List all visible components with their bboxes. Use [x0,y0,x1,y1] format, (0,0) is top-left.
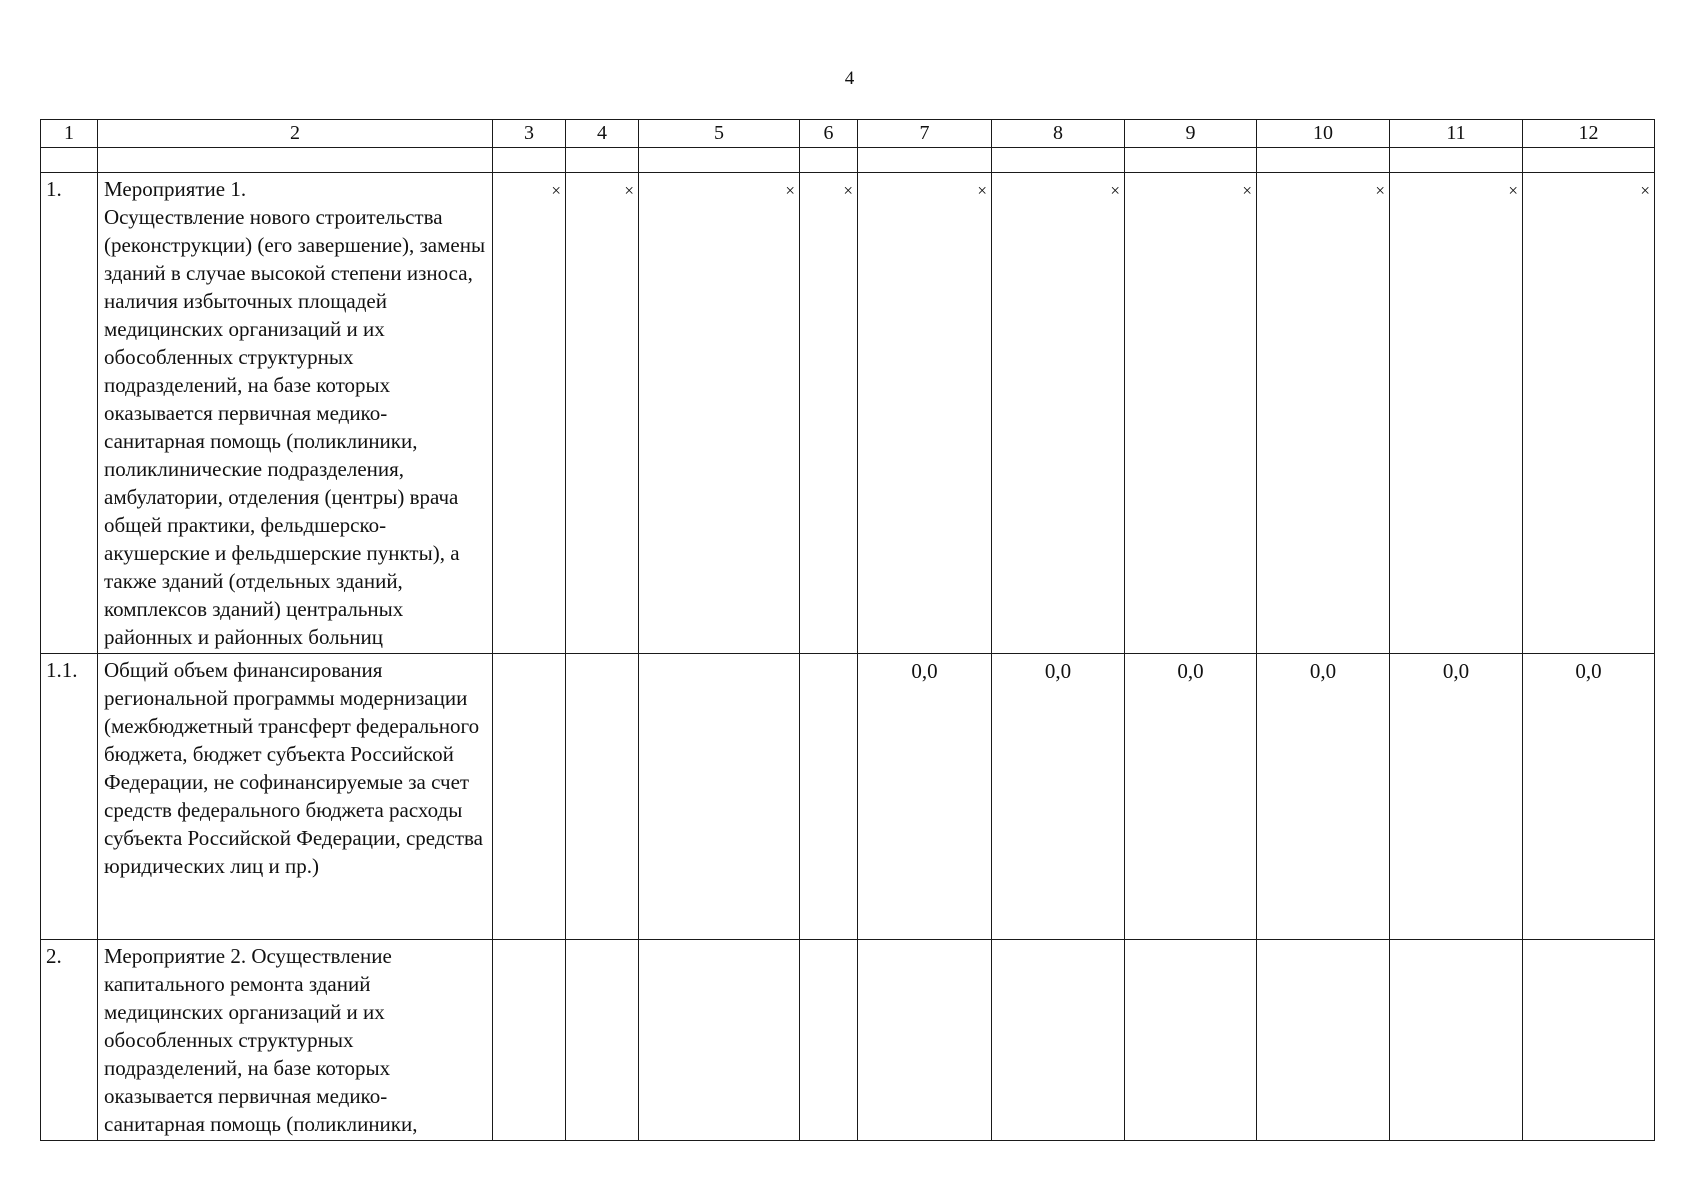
row-number: 1. [41,173,98,654]
row-number: 1.1. [41,654,98,940]
value-cell: 0,0 [1125,654,1257,940]
column-header: 8 [992,120,1125,148]
value-cell [1125,940,1257,1141]
cross-mark: × [800,173,858,654]
empty-cell [1390,148,1523,173]
value-cell: 0,0 [992,654,1125,940]
value-cell [566,654,639,940]
cross-mark: × [1523,173,1655,654]
cross-mark: × [639,173,800,654]
column-header: 4 [566,120,639,148]
column-header: 2 [98,120,493,148]
empty-cell [1125,148,1257,173]
empty-cell [1257,148,1390,173]
value-cell [493,654,566,940]
column-header: 6 [800,120,858,148]
value-cell: 0,0 [1257,654,1390,940]
value-cell [858,940,992,1141]
empty-cell [800,148,858,173]
column-header: 9 [1125,120,1257,148]
empty-spacer-row [41,148,1655,173]
cross-mark: × [566,173,639,654]
empty-cell [98,148,493,173]
value-cell [800,654,858,940]
row-description [98,173,493,654]
program-table [40,119,1655,1141]
value-cell [493,940,566,1141]
cross-mark: × [493,173,566,654]
value-cell: 0,0 [1390,654,1523,940]
table-row [41,173,1655,654]
table-row [41,654,1655,940]
empty-cell [639,148,800,173]
table-row [41,940,1655,1141]
cross-mark: × [1390,173,1523,654]
value-cell [639,940,800,1141]
value-cell: 0,0 [858,654,992,940]
column-header: 3 [493,120,566,148]
row-description-title: Мероприятие 1. [104,177,247,201]
row-number: 2. [41,940,98,1141]
empty-cell [493,148,566,173]
column-number-row [41,120,1655,148]
value-cell [566,940,639,1141]
cross-mark: × [992,173,1125,654]
column-header: 10 [1257,120,1390,148]
page-number: 4 [844,68,855,89]
value-cell [992,940,1125,1141]
row-description-text: Осуществление нового строительства (реконструкции) (его завершение), замены зданий в случае высокой степени износа, наличия избыточных площадей медицинских организаций и их обособленных структурных подразделений, на базе которых оказывается первичная медико-санитарная помощь (поликлиники, поликлинические подразделения, амбулатории, отделения (центры) врача общей практики, фельдшерско-акушерские и фельдшерские пункты), а также зданий (отдельных зданий, комплексов зданий) центральных районных и районных больниц [104,205,486,649]
empty-cell [992,148,1125,173]
cross-mark: × [1257,173,1390,654]
row-description: Общий объем финансирования региональной программы модернизации (межбюджетный трансферт федерального бюджета, бюджет субъекта Российской Федерации, не софинансируемые за счет средств федерального бюджета расходы субъекта Российской Федерации, средства юридических лиц и пр.) [98,654,493,940]
cross-mark: × [858,173,992,654]
cross-mark: × [1125,173,1257,654]
row-description: Мероприятие 2. Осуществление капитального ремонта зданий медицинских организаций и их обособленных структурных подразделений, на базе которых оказывается первичная медико-санитарная помощь (поликлиники, [98,940,493,1141]
column-header: 12 [1523,120,1655,148]
column-header: 7 [858,120,992,148]
value-cell [800,940,858,1141]
value-cell [1523,940,1655,1141]
empty-cell [858,148,992,173]
value-cell [639,654,800,940]
empty-cell [1523,148,1655,173]
empty-cell [566,148,639,173]
value-cell [1257,940,1390,1141]
empty-cell [41,148,98,173]
value-cell [1390,940,1523,1141]
column-header: 1 [41,120,98,148]
column-header: 11 [1390,120,1523,148]
column-header: 5 [639,120,800,148]
value-cell: 0,0 [1523,654,1655,940]
